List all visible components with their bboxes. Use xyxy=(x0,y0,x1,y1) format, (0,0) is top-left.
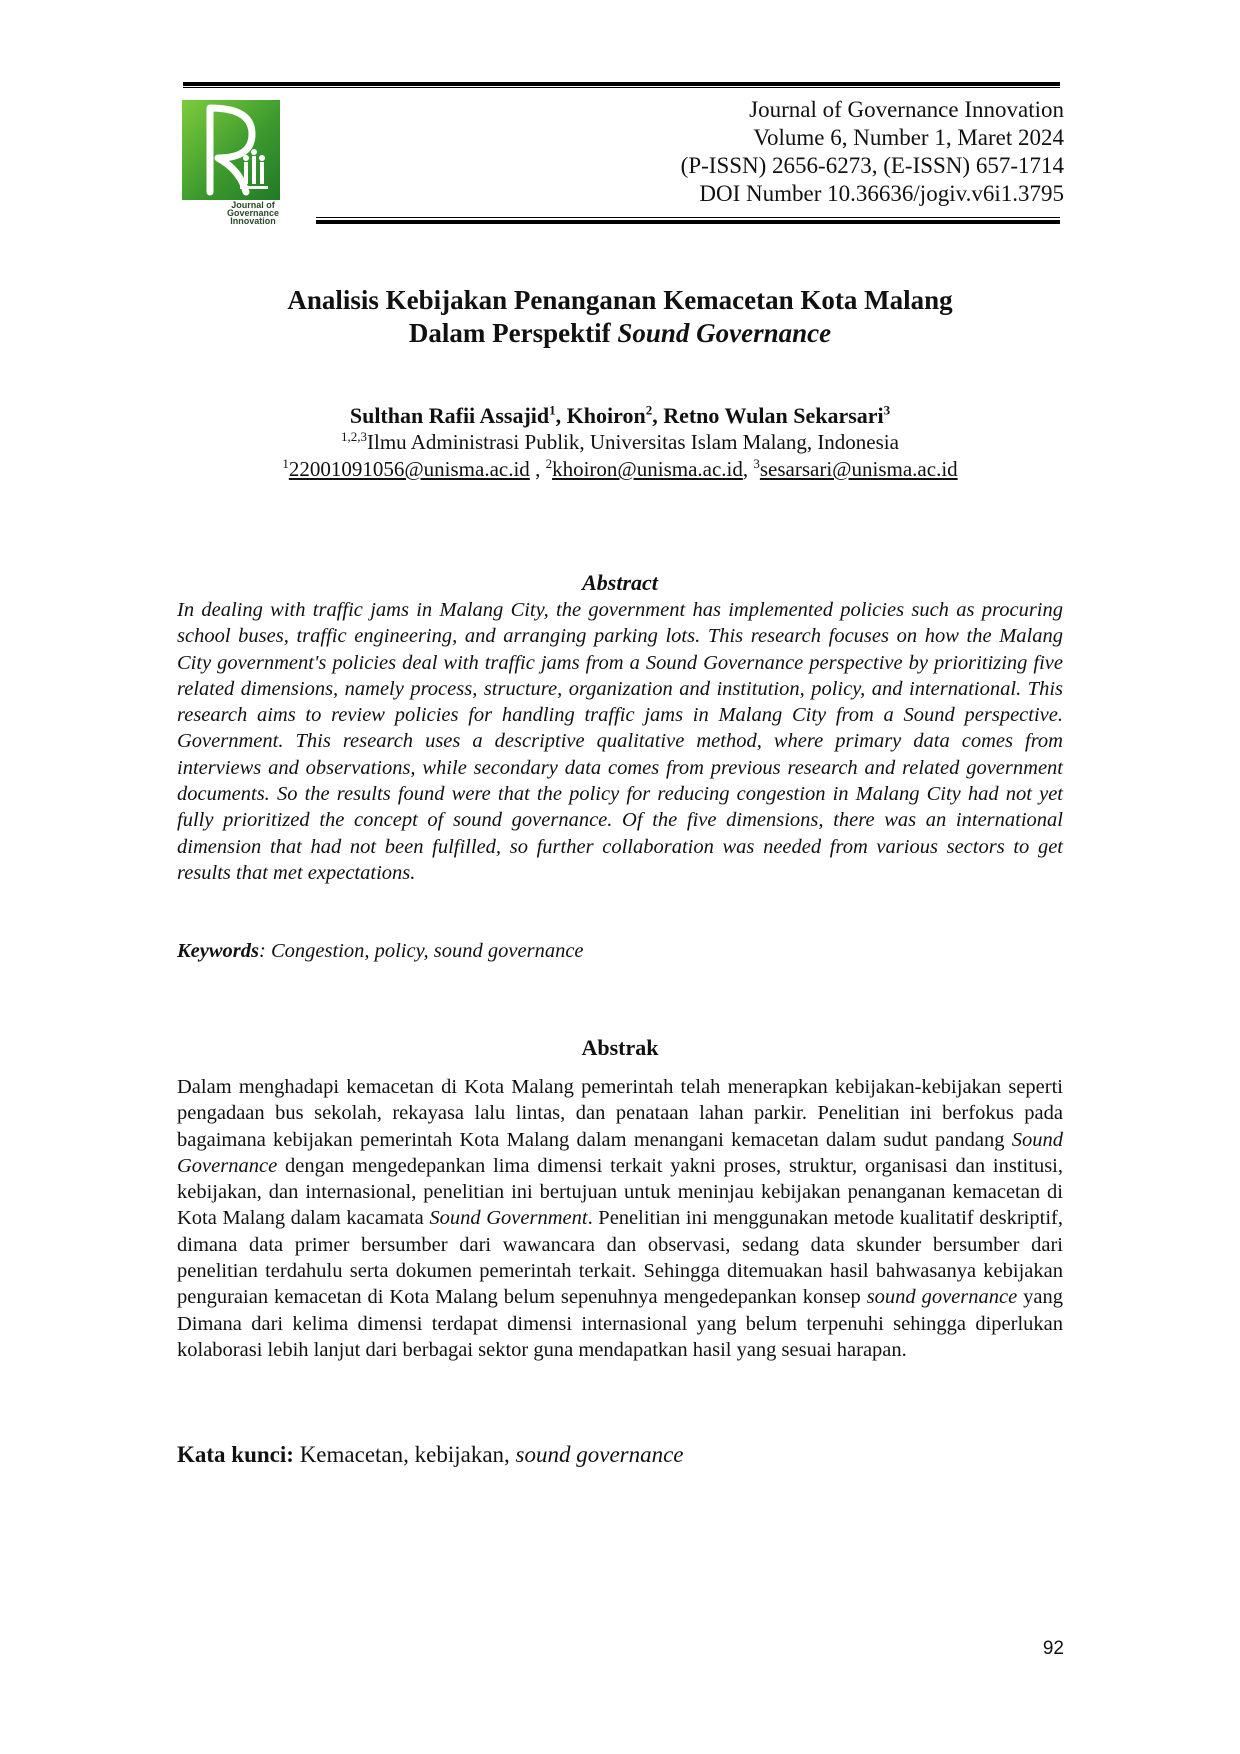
journal-name: Journal of Governance Innovation xyxy=(749,97,1064,122)
author-2: Khoiron xyxy=(566,403,646,428)
title-line-2 xyxy=(176,317,1064,350)
author-2-sup: 2 xyxy=(645,402,653,418)
logo-caption xyxy=(220,201,286,225)
author-1: Sulthan Rafii Assajid xyxy=(349,403,550,428)
keywords-id-label: Kata kunci: xyxy=(177,1442,294,1467)
header-rule-bottom xyxy=(316,217,1060,224)
abstract-id-part: . Penelitian ini menggunakan metode kualitatif deskriptif, dimana data primer bersumber dari wawancara dan observasi, sedang data skunder bersumber dari penelitian terdahulu serta dokumen pemerintah terkait. Sehingga ditemuakan hasil bahwasanya kebijakan penguraian kemacetan di Kota Malang belum sepenuhnya mengedepankan konsep xyxy=(177,1207,1063,1309)
title-line-2-text: Dalam Perspektif xyxy=(408,318,618,348)
keywords-id-italic: sound governance xyxy=(515,1442,684,1467)
affiliation-sup: 1,2,3 xyxy=(341,429,368,444)
affiliation-text: Ilmu Administrasi Publik, Universitas Islam Malang, Indonesia xyxy=(367,430,899,454)
logo-r-icon xyxy=(182,100,280,200)
authors-block xyxy=(176,402,1064,483)
abstract-id-italic: Sound Government xyxy=(429,1207,588,1230)
logo-caption-line: Governance xyxy=(226,208,280,218)
logo-caption-line: Journal of xyxy=(231,200,275,210)
abstract-id-part: dengan mengedepankan lima dimensi terkait yakni proses, struktur, organisasi dan institusi, kebijakan, dan internasional, penelitian ini bertujuan untuk meninjau kebijakan penanganan kemacetan di Kota Malang dalam kacamata xyxy=(177,1154,1063,1230)
abstract-en-heading: Abstract xyxy=(582,570,658,595)
author-3: Retno Wulan Sekarsari xyxy=(663,403,884,428)
abstract-id-text xyxy=(177,1074,1063,1363)
keywords-en xyxy=(177,940,584,963)
email-3-sup: 3 xyxy=(753,456,760,471)
journal-info xyxy=(681,96,1064,208)
email-1-sup: 1 xyxy=(282,456,289,471)
affiliation xyxy=(176,429,1064,456)
article-title xyxy=(176,284,1064,350)
author-emails: $^1$22001091056@unisma.ac.id , $^2$khoiron@unisma.ac.id, $^3$sesarsari@unisma.ac.id xyxy=(282,456,958,481)
author-1-sup: 1 xyxy=(549,402,556,418)
author-3-sup: 3 xyxy=(883,402,891,418)
abstract-id-part: yang Dimana dari kelima dimensi terdapat dimensi internasional yang belum terpenuhi sehingga diperlukan kolaborasi lebih lanjut dari berbagai sektor guna mendapatkan hasil yang sesuai harapan. xyxy=(177,1286,1063,1361)
email-link-3[interactable]: sesarsari@unisma.ac.id xyxy=(759,457,958,481)
abstract-id-italic: Sound Governance xyxy=(177,1128,1063,1177)
abstract-en-text: In dealing with traffic jams in Malang City, the government has implemented policies such as procuring school buses, traffic engineering, and arranging parking lots. This research focuses on how the Malang City government's policies deal with traffic jams from a Sound Governance perspective by prioritizing five related dimensions, namely process, structure, organization and institution, policy, and international. This research aims to review policies for handling traffic jams in Malang City from a Sound perspective. Government. This research uses a descriptive qualitative method, where primary data comes from interviews and observations, while secondary data comes from previous research and related government documents. So the results found were that the policy for reducing congestion in Malang City had not yet fully prioritized the concept of sound governance. Of the five dimensions, there was an international dimension that had not been fulfilled, so further collaboration was needed from various sectors to get results that met expectations. xyxy=(177,599,1063,884)
keywords-en-values: : Congestion, policy, sound governance xyxy=(259,940,584,962)
keywords-id xyxy=(177,1442,684,1468)
header-rule-top xyxy=(183,82,1060,88)
journal-logo xyxy=(182,100,286,230)
abstract-id-italic: sound governance xyxy=(866,1286,1018,1309)
journal-issn: (P-ISSN) 2656-6273, (E-ISSN) 657-1714 xyxy=(680,153,1064,178)
email-link-1[interactable]: 22001091056@unisma.ac.id xyxy=(288,457,530,481)
title-line-1: Analisis Kebijakan Penanganan Kemacetan Kota Malang xyxy=(287,285,953,315)
email-2-sup: 2 xyxy=(545,456,553,471)
page-number: 92 xyxy=(1042,1638,1064,1659)
keywords-id-values: Kemacetan, kebijakan, xyxy=(293,1442,516,1467)
title-line-2-italic: Sound Governance xyxy=(617,318,832,348)
email-link-2[interactable]: khoiron@unisma.ac.id xyxy=(552,457,743,481)
keywords-en-label: Keywords xyxy=(177,940,259,962)
abstract-id-part: Dalam menghadapi kemacetan di Kota Malang pemerintah telah menerapkan kebijakan-kebijakan seperti pengadaan bus sekolah, rekayasa lalu lintas, dan penataan lahan parkir. Penelitian ini berfokus pada bagaimana kebijakan pemerintah Kota Malang dalam menangani kemacetan dalam sudut pandang xyxy=(177,1076,1063,1151)
journal-doi: DOI Number 10.36636/jogiv.v6i1.3795 xyxy=(699,181,1064,206)
logo-caption-line: Innovation xyxy=(230,216,276,226)
journal-volume: Volume 6, Number 1, Maret 2024 xyxy=(753,125,1064,150)
author-names: Sulthan Rafii Assajid$^1$, Khoiron$^2$, Retno Wulan Sekarsari$^3$ xyxy=(349,402,891,428)
abstract-id-heading: Abstrak xyxy=(581,1035,659,1060)
